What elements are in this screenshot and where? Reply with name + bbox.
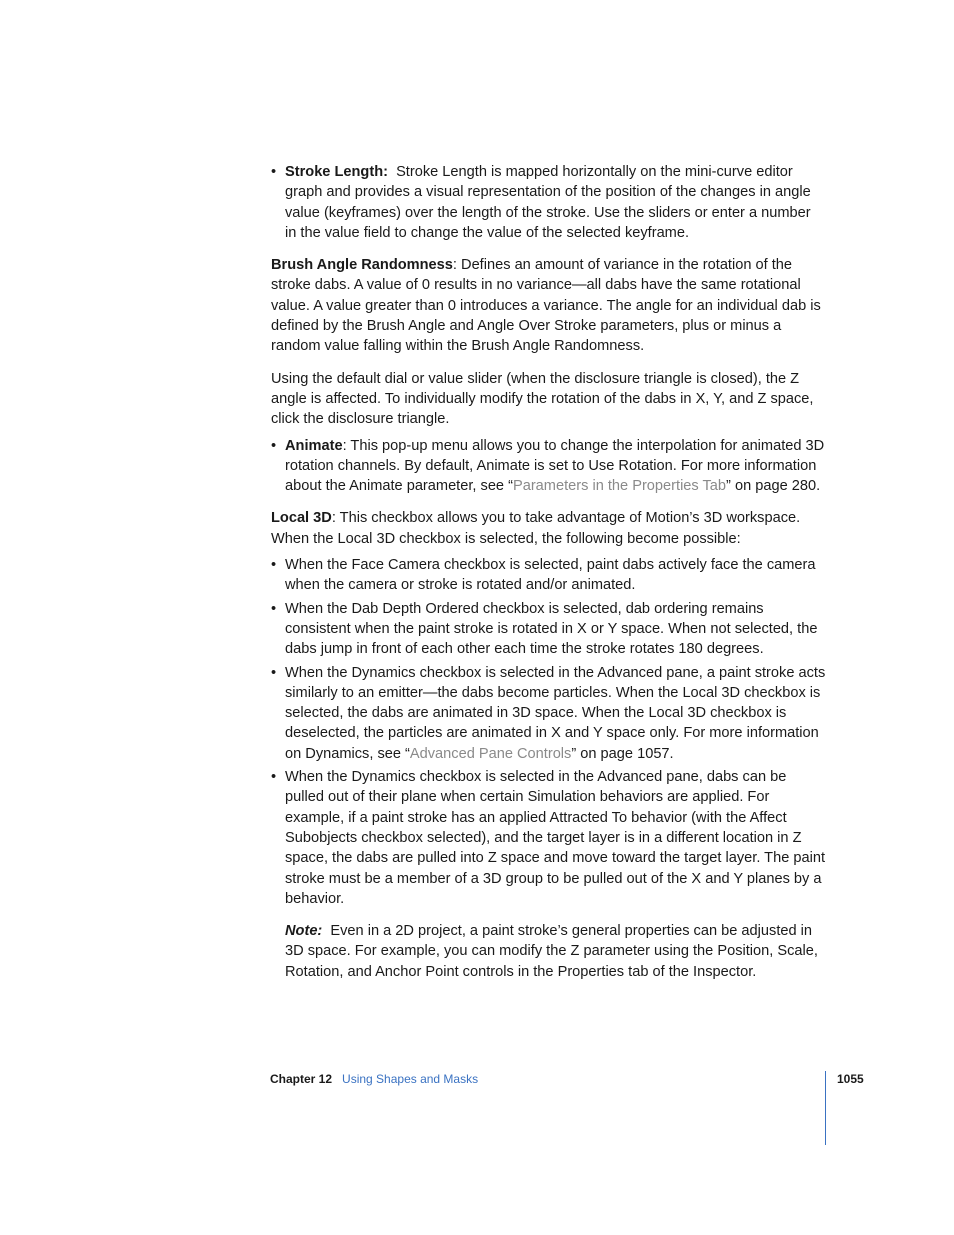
note-label: Note:	[285, 923, 323, 940]
term-stroke-length: Stroke Length:	[285, 164, 388, 180]
brush-angle-paragraph	[271, 255, 826, 356]
page-body	[271, 162, 826, 982]
stroke-length-text: Stroke Length is mapped horizontally on the mini-curve editor graph and provides a visual representation of the position of the changes in angle value (keyframes) over the length of the stroke. Use the sliders or enter a number in the value field to change the value of the selected keyframe.	[285, 164, 811, 241]
local3d-text: : This checkbox allows you to take advantage of Motion’s 3D workspace. When the Local 3D checkbox is selected, the following become possible:	[271, 510, 801, 547]
link-advanced-pane-controls[interactable]: Advanced Pane Controls	[409, 745, 572, 762]
list-item	[271, 663, 826, 764]
list-item	[271, 162, 826, 243]
dynamics-text-after: ” on page 1057.	[571, 745, 674, 762]
list-item	[271, 767, 826, 909]
animate-text: : This pop-up menu allows you to change the interpolation for animated 3D rotation channels. By default, Animate is set to Use Rotation. For more information about the Animate parameter, see “	[285, 437, 825, 495]
bullet-glyph: •	[271, 600, 277, 617]
term-brush-angle: Brush Angle Randomness	[271, 257, 453, 274]
list-item	[271, 436, 826, 497]
footer-rule	[825, 1071, 826, 1145]
note-paragraph	[285, 921, 826, 982]
animate-list	[271, 436, 826, 497]
local3d-list	[271, 555, 826, 909]
chapter-label: Chapter 12	[270, 1072, 333, 1086]
note-text: Even in a 2D project, a paint stroke’s general properties can be adjusted in 3D space. For example, you can modify the Z parameter using the Position, Scale, Rotation, and Anchor Point controls in the Properties tab of the Inspector.	[285, 923, 818, 980]
term-local3d: Local 3D	[271, 510, 332, 527]
brush-angle-text: : Defines an amount of variance in the rotation of the stroke dabs. A value of 0 results in no variance—all dabs have the same rotational value. A value greater than 0 introduces a variance. The angle for an individual dab is defined by the Brush Angle and Angle Over Stroke parameters, plus or minus a random value falling within the Brush Angle Randomness.	[271, 257, 821, 355]
face-camera-text: When the Face Camera checkbox is selected, paint dabs actively face the camera when the camera or stroke is rotated and/or animated.	[285, 557, 816, 594]
dab-depth-text: When the Dab Depth Ordered checkbox is selected, dab ordering remains consistent when the paint stroke is rotated in X or Y space. When not selected, the dabs jump in front of each other each time the stroke rotates 180 degrees.	[285, 600, 818, 658]
bullet-glyph: •	[271, 664, 277, 681]
local3d-paragraph	[271, 508, 826, 549]
page-footer	[270, 1072, 478, 1086]
pull-text: When the Dynamics checkbox is selected in the Advanced pane, dabs can be pulled out of their plane when certain Simulation behaviors are applied. For example, if a paint stroke has an applied Attracted To behavior (with the Affect Subobjects checkbox selected), and the target layer is in a different location in Z space, the dabs are pulled into Z space and move toward the target layer. The paint stroke must be a member of a 3D group to be pulled out of the X and Y planes by a behavior.	[285, 769, 826, 907]
link-parameters-properties-tab[interactable]: Parameters in the Properties Tab	[512, 478, 727, 495]
bullet-glyph: •	[271, 437, 277, 454]
term-animate: Animate	[285, 437, 343, 454]
dial-paragraph: Using the default dial or value slider (when the disclosure triangle is closed), the Z angle is affected. To individually modify the rotation of the dabs in X, Y, and Z space, click the disclosure triangle.	[271, 370, 814, 428]
list-item	[271, 599, 826, 660]
bullet-glyph: •	[271, 557, 277, 574]
dynamics-text: When the Dynamics checkbox is selected in the Advanced pane, a paint stroke acts similarly to an emitter—the dabs become particles. When the Local 3D checkbox is selected, the dabs are animated in 3D space. When the Local 3D checkbox is deselected, the particles are animated in X and Y space only. For more information on Dynamics, see “	[285, 664, 826, 762]
page-number: 1055	[837, 1072, 864, 1086]
stroke-length-list	[271, 162, 826, 243]
animate-text-after: ” on page 280.	[726, 478, 821, 495]
chapter-title-link[interactable]: Using Shapes and Masks	[342, 1072, 479, 1086]
bullet-glyph: •	[271, 769, 277, 786]
bullet-glyph: •	[271, 164, 277, 180]
list-item	[271, 555, 826, 596]
